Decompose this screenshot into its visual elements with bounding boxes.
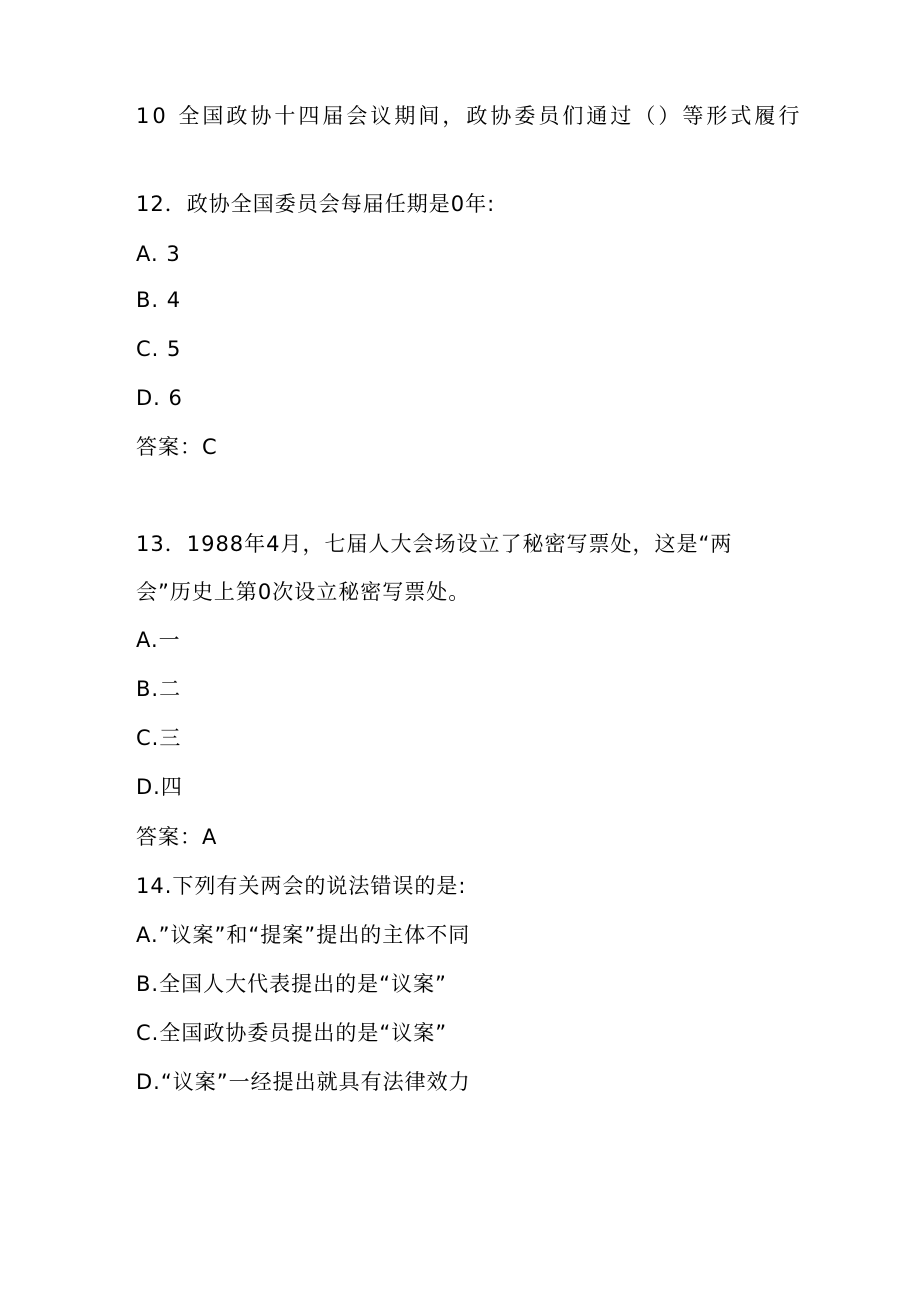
question-12-option-d: D. 6 xyxy=(136,386,183,410)
question-14-option-c: C.全国政协委员提出的是“议案” xyxy=(136,1021,448,1045)
question-12-option-c: C. 5 xyxy=(136,337,182,361)
question-14-stem: 14.下列有关两会的说法错误的是: xyxy=(136,874,467,898)
question-12-answer: 答案：C xyxy=(136,435,218,459)
question-13-stem-line2: 会”历史上第0次设立秘密写票处。 xyxy=(136,580,471,604)
question-10-text: 10 全国政协十四届会议期间，政协委员们通过（）等形式履行 xyxy=(136,104,803,128)
question-12-option-a: A. 3 xyxy=(136,242,181,266)
question-14-option-b: B.全国人大代表提出的是“议案” xyxy=(136,972,447,996)
question-12-stem: 12．政协全国委员会每届任期是0年: xyxy=(136,192,496,216)
question-14-option-a: A.”议案”和“提案”提出的主体不同 xyxy=(136,923,471,947)
question-13-option-b: B.二 xyxy=(136,677,182,701)
question-13-option-d: D.四 xyxy=(136,775,183,799)
question-13-option-a: A.一 xyxy=(136,628,181,652)
question-13-answer: 答案：A xyxy=(136,825,218,849)
question-12-option-b: B. 4 xyxy=(136,288,182,312)
question-14-option-d: D.“议案”一经提出就具有法律效力 xyxy=(136,1070,471,1094)
question-13-stem-line1: 13．1988年4月，七届人大会场设立了秘密写票处，这是“两 xyxy=(136,532,733,556)
question-13-option-c: C.三 xyxy=(136,726,182,750)
